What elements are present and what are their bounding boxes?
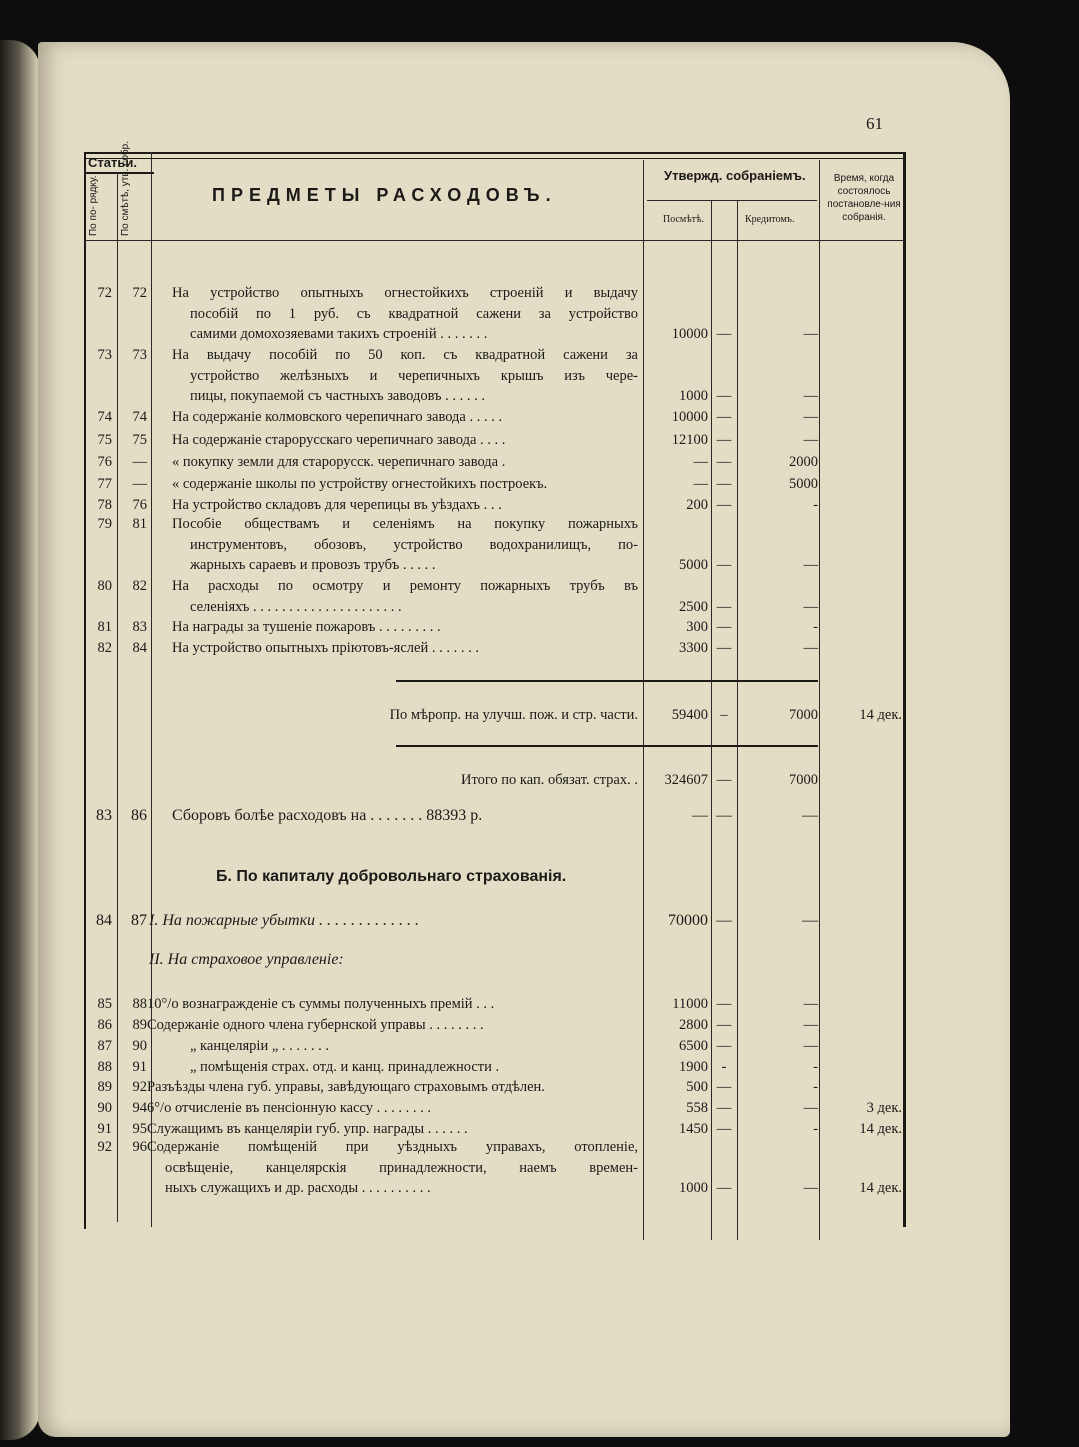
row-92-dash: — (716, 1180, 732, 1196)
total-kred: 7000 (789, 772, 818, 788)
total-dash: — (716, 772, 732, 788)
row-amount-estimate: 2500 (679, 598, 708, 615)
row-84-kred: — (802, 912, 818, 929)
row-number-order: 87 (97, 1038, 112, 1054)
row-amount-credit: — (803, 388, 818, 404)
header-vremya: Время, когда состоялось постановле-ния собранія. (827, 173, 901, 223)
row-number-estimate: 73 (132, 347, 147, 363)
row-number-order: 90 (97, 1100, 112, 1116)
row-kopecks: — (716, 619, 732, 635)
row-number-estimate: — (132, 476, 147, 492)
col-divider-3 (643, 160, 644, 1240)
row-number-estimate: 76 (132, 497, 147, 513)
row-description-line: пицы, покупаемой съ частныхъ заводовъ . . . . . . (190, 388, 486, 404)
row-92-n1: 92 (97, 1139, 112, 1155)
header-utverzhd: Утвержд. собраніемъ. (664, 168, 806, 183)
row-kopecks: — (716, 996, 732, 1012)
row-description-line: На выдачу пособій по 50 коп. съ квадратной сажени за (172, 347, 638, 363)
row-description-line: На награды за тушеніе пожаровъ . . . . . . . . . (172, 619, 441, 635)
row-kopecks: — (716, 432, 732, 448)
surplus-dash: — (716, 807, 732, 824)
surplus-label: Сборовъ болѣе расходовъ на . . . . . . . 88393 р. (172, 807, 483, 824)
subtotal-vremya: 14 дек. (859, 707, 902, 723)
row-description-line: « покупку земли для старорусск. черепичнаго завода . (172, 454, 506, 470)
row-amount-estimate: 1450 (679, 1121, 708, 1137)
row-amount-credit: — (803, 1038, 818, 1054)
row-amount-estimate: 1900 (679, 1059, 708, 1075)
row-amount-credit: - (813, 497, 818, 513)
row-number-estimate: 83 (132, 619, 147, 635)
row-amount-estimate: 12100 (671, 432, 708, 448)
row-number-estimate: 95 (132, 1121, 147, 1137)
row-description-line: устройство желѣзныхъ и черепичныхъ крышъ изъ чере- (190, 367, 638, 384)
row-84-dash: — (716, 912, 732, 929)
row-number-estimate: — (132, 454, 147, 470)
row-kopecks: — (716, 476, 732, 492)
header-statyi: Статьи. (88, 155, 137, 170)
row-number-order: 81 (97, 619, 112, 635)
row-number-order: 79 (97, 516, 112, 532)
header-po-smete: По смѣтѣ, утв. собр. (120, 141, 131, 236)
row-kopecks: — (716, 557, 732, 573)
row-description (172, 430, 638, 451)
row-amount-credit: — (803, 1100, 818, 1116)
row-amount-estimate: — (693, 454, 708, 470)
row-number-estimate: 94 (132, 1100, 147, 1116)
row-kopecks: — (716, 497, 732, 513)
row-92-vremya: 14 дек. (859, 1180, 902, 1196)
header-bottom-rule (84, 240, 904, 241)
row-description: Разъѣзды члена губ. управы, завѣдующаго страховымъ отдѣлен. (147, 1079, 545, 1095)
row-84-n2: 87 (131, 912, 147, 929)
row-description (172, 514, 638, 576)
row-description-line: жарныхъ сараевъ и провозъ трубъ . . . . . (190, 557, 436, 573)
row-92-text (147, 1137, 638, 1199)
surplus-posm: — (692, 807, 708, 824)
row-description (172, 495, 638, 516)
row-description-line: На устройство складовъ для черепицы въ уѣздахъ . . . (172, 497, 502, 513)
row-description-line: На устройство опытныхъ пріютовъ-яслей . . . . . . . (172, 640, 479, 656)
row-description (172, 576, 638, 617)
header-kreditom: Кредитомъ. (745, 214, 795, 225)
row-amount-credit: — (803, 409, 818, 425)
row-kopecks: — (716, 409, 732, 425)
header-sub-rule (647, 200, 817, 201)
row-number-estimate: 82 (132, 578, 147, 594)
row-number-order: 74 (97, 409, 112, 425)
row-description-line: На устройство опытныхъ огнестойкихъ строеній и выдачу (172, 285, 638, 301)
row-description: Служащимъ въ канцеляріи губ. упр. награды . . . . . . (147, 1121, 468, 1137)
header-top-rule2 (84, 158, 904, 159)
subtotal-rule-top (396, 680, 818, 682)
row-84-label: I. На пожарные убытки . . . . . . . . . . . . . (149, 912, 420, 929)
row-number-order: 76 (97, 454, 112, 470)
row-number-order: 88 (97, 1059, 112, 1075)
row-description-line: На расходы по осмотру и ремонту пожарныхъ трубъ въ (172, 578, 638, 594)
row-kopecks: — (716, 1038, 732, 1054)
row-amount-credit: — (803, 996, 818, 1012)
row-description-line: инструментовъ, обозовъ, устройство водохранилищъ, по- (190, 536, 638, 553)
header-posmete: Посмѣтѣ. (663, 214, 704, 225)
row-number-order: 85 (97, 996, 112, 1012)
row-kopecks: — (716, 640, 732, 656)
row-number-estimate: 75 (132, 432, 147, 448)
row-92-line-2: освѣщеніе, канцелярскія принадлежности, наемъ времен- (165, 1159, 638, 1176)
row-92-posm: 1000 (679, 1180, 708, 1196)
header-title: ПРЕДМЕТЫ РАСХОДОВЪ. (212, 185, 557, 205)
row-amount-estimate: 1000 (679, 388, 708, 404)
row-number-estimate: 89 (132, 1017, 147, 1033)
row-number-order: 77 (97, 476, 112, 492)
row-amount-credit: - (813, 1079, 818, 1095)
row-amount-estimate: 6500 (679, 1038, 708, 1054)
row-92-line-1: Содержаніе помѣщеній при уѣздныхъ управахъ, отопленіе, (147, 1139, 638, 1155)
row-description (172, 638, 638, 659)
row-number-estimate: 92 (132, 1079, 147, 1095)
row-kopecks: — (716, 326, 732, 342)
row-description (172, 407, 638, 428)
row-amount-credit: - (813, 1121, 818, 1137)
row-kopecks: — (716, 1100, 732, 1116)
row-description (172, 452, 638, 473)
total-posm: 324607 (664, 772, 708, 788)
row-amount-credit: - (813, 619, 818, 635)
row-description-line: « содержаніе школы по устройству огнестойкихъ построекъ. (172, 476, 548, 492)
row-number-order: 82 (97, 640, 112, 656)
row-kopecks: — (716, 388, 732, 404)
row-description-line: самими домохозяевами такихъ строеній . . . . . . . (190, 326, 488, 342)
row-92-n2: 96 (132, 1139, 147, 1155)
subtotal-rule-bottom (396, 745, 818, 747)
row-kopecks: — (716, 598, 732, 615)
row-number-estimate: 91 (132, 1059, 147, 1075)
row-amount-credit: — (803, 640, 818, 656)
row-description-line: селеніяхъ . . . . . . . . . . . . . . . . . . . . . (190, 598, 402, 615)
header-po-poryadku: По по- рядку. (88, 175, 99, 236)
row-description: „ помѣщенія страх. отд. и канц. принадлежности . (190, 1059, 500, 1075)
row-description-line: На содержаніе старорусскаго черепичнаго завода . . . . (172, 432, 506, 448)
page-number: 61 (866, 114, 883, 133)
row-amount-estimate: 558 (686, 1100, 708, 1116)
row-description (172, 283, 638, 345)
row-description: 6°/o отчисленіе въ пенсіонную кассу . . . . . . . . (147, 1100, 432, 1116)
total-label: Итого по кап. обязат. страх. . (460, 772, 638, 788)
book-spine (0, 40, 40, 1440)
row-number-estimate: 90 (132, 1038, 147, 1054)
row-number-order: 91 (97, 1121, 112, 1137)
row-amount-estimate: 300 (686, 619, 708, 635)
row-kopecks: - (721, 1059, 727, 1075)
row-amount-credit: — (803, 598, 818, 615)
row-number-estimate: 81 (132, 516, 147, 532)
row-description-line: пособій по 1 руб. съ квадратной сажени за устройство (190, 305, 638, 322)
row-amount-credit: — (803, 557, 818, 573)
header-rule (84, 172, 154, 174)
section-b-title: Б. По капиталу добровольнаго страхованія. (216, 868, 567, 885)
row-description (172, 345, 638, 407)
row-amount-estimate: 5000 (679, 557, 708, 573)
row-number-order: 80 (97, 578, 112, 594)
row-84-posm: 70000 (668, 912, 708, 929)
row-92-kred: — (803, 1180, 818, 1196)
row-amount-estimate: 10000 (671, 409, 708, 425)
row-number-estimate: 84 (132, 640, 147, 656)
row-description: „ канцеляріи „ . . . . . . . (190, 1038, 330, 1054)
row-description: 10°/o вознагражденіе съ суммы полученныхъ премій . . . (147, 996, 495, 1012)
subhead-ii: II. На страховое управленіе: (149, 951, 344, 968)
row-number-estimate: 74 (132, 409, 147, 425)
col-divider-2 (151, 152, 152, 1227)
row-amount-estimate: 11000 (672, 996, 708, 1012)
row-amount-estimate: 500 (686, 1079, 708, 1095)
row-kopecks: — (716, 1079, 732, 1095)
row-description (172, 617, 638, 638)
row-amount-credit: - (813, 1059, 818, 1075)
row-kopecks: — (716, 1017, 732, 1033)
subtotal-kred: 7000 (789, 707, 818, 723)
row-number-order: 86 (97, 1017, 112, 1033)
row-amount-estimate: — (693, 476, 708, 492)
row-number-order: 78 (97, 497, 112, 513)
row-number-order: 75 (97, 432, 112, 448)
col-divider-6 (819, 160, 820, 1240)
subtotal-posm: 59400 (671, 707, 708, 723)
row-description: Содержаніе одного члена губернской управы . . . . . . . . (147, 1017, 484, 1033)
row-kopecks: — (716, 1121, 732, 1137)
row-number-estimate: 88 (132, 996, 147, 1012)
row-amount-estimate: 2800 (679, 1017, 708, 1033)
row-amount-estimate: 3300 (679, 640, 708, 656)
row-kopecks: — (716, 454, 732, 470)
surplus-kred: — (802, 807, 818, 824)
row-amount-credit: — (803, 1017, 818, 1033)
row-description-line: На содержаніе колмовского черепичнаго завода . . . . . (172, 409, 503, 425)
row-vremya: 3 дек. (866, 1100, 902, 1116)
row-number-order: 89 (97, 1079, 112, 1095)
table-frame-right (903, 152, 906, 1227)
col-divider-4 (711, 200, 712, 1240)
row-amount-credit: — (803, 432, 818, 448)
row-84-n1: 84 (96, 912, 112, 929)
surplus-n2: 86 (131, 807, 147, 824)
row-amount-credit: 2000 (789, 454, 818, 470)
row-number-order: 72 (97, 285, 112, 301)
surplus-n1: 83 (96, 807, 112, 824)
col-divider-5 (737, 200, 738, 1240)
row-amount-credit: 5000 (789, 476, 818, 492)
subtotal-dash: – (720, 707, 728, 723)
row-number-order: 73 (97, 347, 112, 363)
row-number-estimate: 72 (132, 285, 147, 301)
row-92-line-3: ныхъ служащихъ и др. расходы . . . . . . . . . . (165, 1180, 431, 1196)
row-amount-estimate: 200 (686, 497, 708, 513)
row-description-line: Пособіе обществамъ и селеніямъ на покупку пожарныхъ (172, 516, 638, 532)
row-amount-estimate: 10000 (671, 326, 708, 342)
row-amount-credit: — (803, 326, 818, 342)
row-vremya: 14 дек. (859, 1121, 902, 1137)
row-description (172, 474, 638, 495)
subtotal-label: По мѣропр. на улучш. пож. и стр. части. (389, 707, 638, 723)
